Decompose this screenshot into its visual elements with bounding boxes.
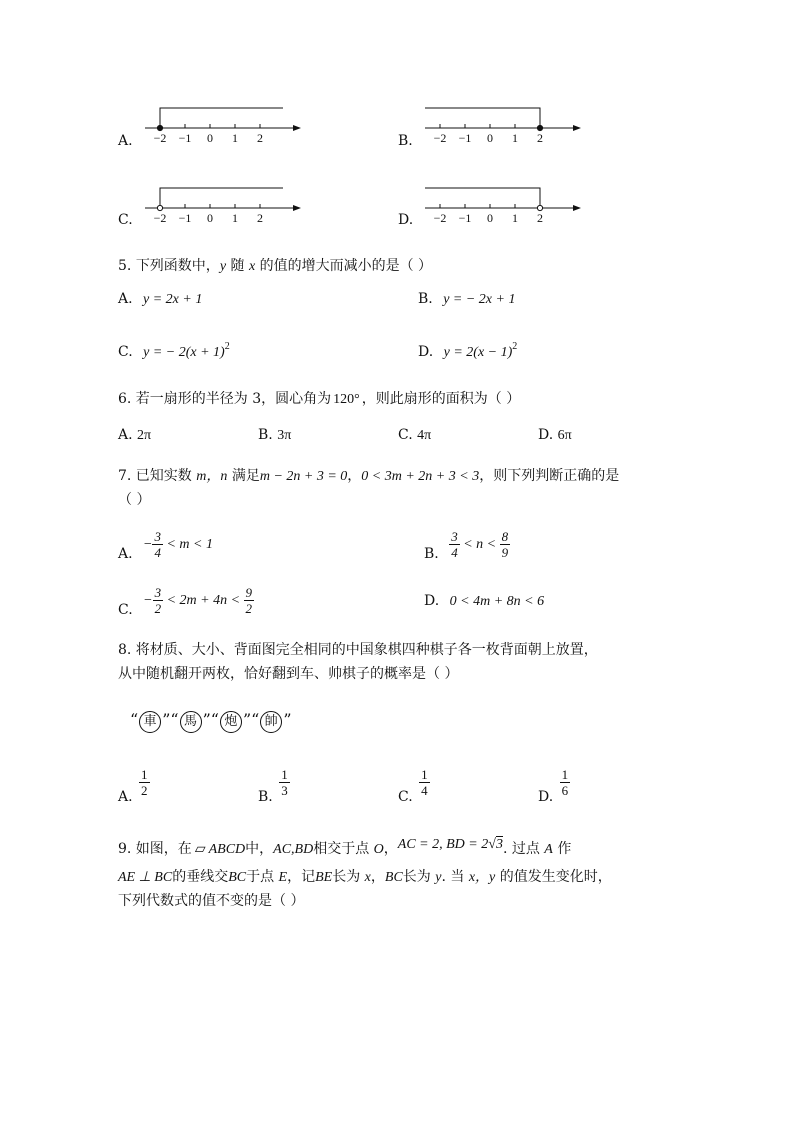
chess-piece-shuai: 帥	[260, 711, 282, 733]
number-line-arrow-icon	[293, 205, 301, 211]
chess-piece-ma: 馬	[180, 711, 202, 733]
endpoint-dot	[537, 125, 542, 130]
solution-ray	[425, 188, 540, 208]
q8-option-b[interactable]: B. $\frac{1}{3}$	[258, 767, 288, 805]
q5-option-c-formula: y = − $2(x + 1)^2$	[143, 341, 230, 360]
q4-number-line-a	[143, 100, 313, 145]
endpoint-dot	[537, 205, 542, 210]
q5-option-b[interactable]: B. y = − 2x + 1	[418, 291, 516, 307]
q6-option-c[interactable]: C. 4π	[398, 427, 432, 443]
q5-option-c[interactable]: C. y = − $2(x + 1)^2$	[118, 341, 230, 360]
q8-stem-line2: 从中随机翻开两枚，恰好翻到车、帅棋子的概率是（ ）	[118, 666, 459, 682]
q7-option-b[interactable]: B. $\frac{3}{4}$ < n < $\frac{8}{9}$	[424, 529, 509, 562]
q7-option-d[interactable]: D. 0 < 4m + 8n < 6	[424, 593, 545, 609]
q9-stem-line1: 9. 如图，在 ▱ ABCD中，AC,BD相交于点 O，AC = 2, BD = 2√3. 过点 A 作	[118, 837, 572, 857]
q8-option-a[interactable]: A. $\frac{1}{2}$	[118, 767, 148, 805]
q8-chess-pieces: “ 車 ”“ 馬 ”“ 炮 ”“ 帥 ”	[130, 710, 292, 733]
q7-stem-paren: （ ）	[118, 492, 151, 508]
number-line-tick-label: 2	[257, 131, 263, 145]
solution-ray	[160, 188, 283, 208]
number-line-tick-label: 0	[207, 211, 213, 225]
number-line-tick-label: −1	[178, 131, 192, 145]
q4-number-line-b	[423, 100, 593, 145]
solution-ray	[160, 108, 283, 128]
q4-option-b-label: B.	[398, 133, 413, 149]
q7-stem: 7. 已知实数 m，n 满足m − 2n + 3 = 0，0 < 3m + 2n + 3 < 3，则下列判断正确的是	[118, 468, 620, 484]
q5-option-b-formula: y = − 2x + 1	[443, 292, 516, 307]
number-line-tick-label: −2	[153, 131, 167, 145]
q8-stem-line1: 8. 将材质、大小、背面图完全相同的中国象棋四种棋子各一枚背面朝上放置，	[118, 642, 598, 658]
q4-option-c-label: C.	[118, 212, 133, 228]
number-line-tick-label: −1	[178, 211, 192, 225]
q8-option-c[interactable]: C. $\frac{1}{4}$	[398, 767, 428, 805]
q8-option-d[interactable]: D. $\frac{1}{6}$	[538, 767, 569, 805]
number-line-arrow-icon	[573, 125, 581, 131]
number-line-arrow-icon	[293, 125, 301, 131]
number-line-arrow-icon	[573, 205, 581, 211]
number-line-tick-label: 1	[232, 211, 238, 225]
number-line-tick-label: −2	[433, 131, 447, 145]
q6-option-d[interactable]: D. 6π	[538, 427, 572, 443]
q9-stem-line3: 下列代数式的值不变的是（ ）	[118, 893, 305, 909]
q5-option-d-formula: $y = 2(x - 1)^2$	[443, 341, 518, 360]
chess-piece-pao: 炮	[220, 711, 242, 733]
number-line-tick-label: 1	[512, 131, 518, 145]
number-line-tick-label: −1	[458, 211, 472, 225]
q7-option-c[interactable]: C. − $\frac{3}{2}$ < 2m + 4n < $\frac{9}{2}$	[118, 585, 253, 618]
q9-stem-line2: AE ⊥ BC的垂线交BC于点 E，记BE长为 x，BC长为 y. 当 x，y 的值发生变化时，	[118, 869, 612, 885]
q5-option-a[interactable]: A. y = 2x + 1	[118, 291, 203, 307]
number-line-tick-label: 2	[537, 131, 543, 145]
number-line-tick-label: 2	[257, 211, 263, 225]
number-line-tick-label: 1	[232, 131, 238, 145]
number-line-tick-label: 0	[487, 131, 493, 145]
q4-option-d-label: D.	[398, 212, 414, 228]
number-line-tick-label: 0	[207, 131, 213, 145]
q5-option-d[interactable]: D. $y = 2(x - 1)^2$	[418, 341, 518, 360]
q4-number-line-c	[143, 180, 313, 225]
q6-stem: 6. 若一扇形的半径为 3，圆心角为 120° ，则此扇形的面积为（ ）	[118, 391, 521, 407]
endpoint-dot	[157, 205, 162, 210]
q6-option-b[interactable]: B. 3π	[258, 427, 292, 443]
q7-option-a[interactable]: A. − $\frac{3}{4}$ < m < 1	[118, 529, 213, 562]
number-line-tick-label: −1	[458, 131, 472, 145]
q5-stem: 5. 下列函数中，y 随 x 的值的增大而减小的是（ ）	[118, 258, 433, 274]
number-line-tick-label: 2	[537, 211, 543, 225]
solution-ray	[425, 108, 540, 128]
q6-option-a[interactable]: A. 2π	[118, 427, 152, 443]
chess-piece-ju: 車	[139, 711, 161, 733]
q4-option-a-label: A.	[118, 133, 133, 149]
number-line-tick-label: −2	[153, 211, 167, 225]
number-line-tick-label: 0	[487, 211, 493, 225]
q4-number-line-d	[423, 180, 593, 225]
number-line-tick-label: −2	[433, 211, 447, 225]
endpoint-dot	[157, 125, 162, 130]
number-line-tick-label: 1	[512, 211, 518, 225]
q5-option-a-formula: y = 2x + 1	[143, 292, 203, 307]
